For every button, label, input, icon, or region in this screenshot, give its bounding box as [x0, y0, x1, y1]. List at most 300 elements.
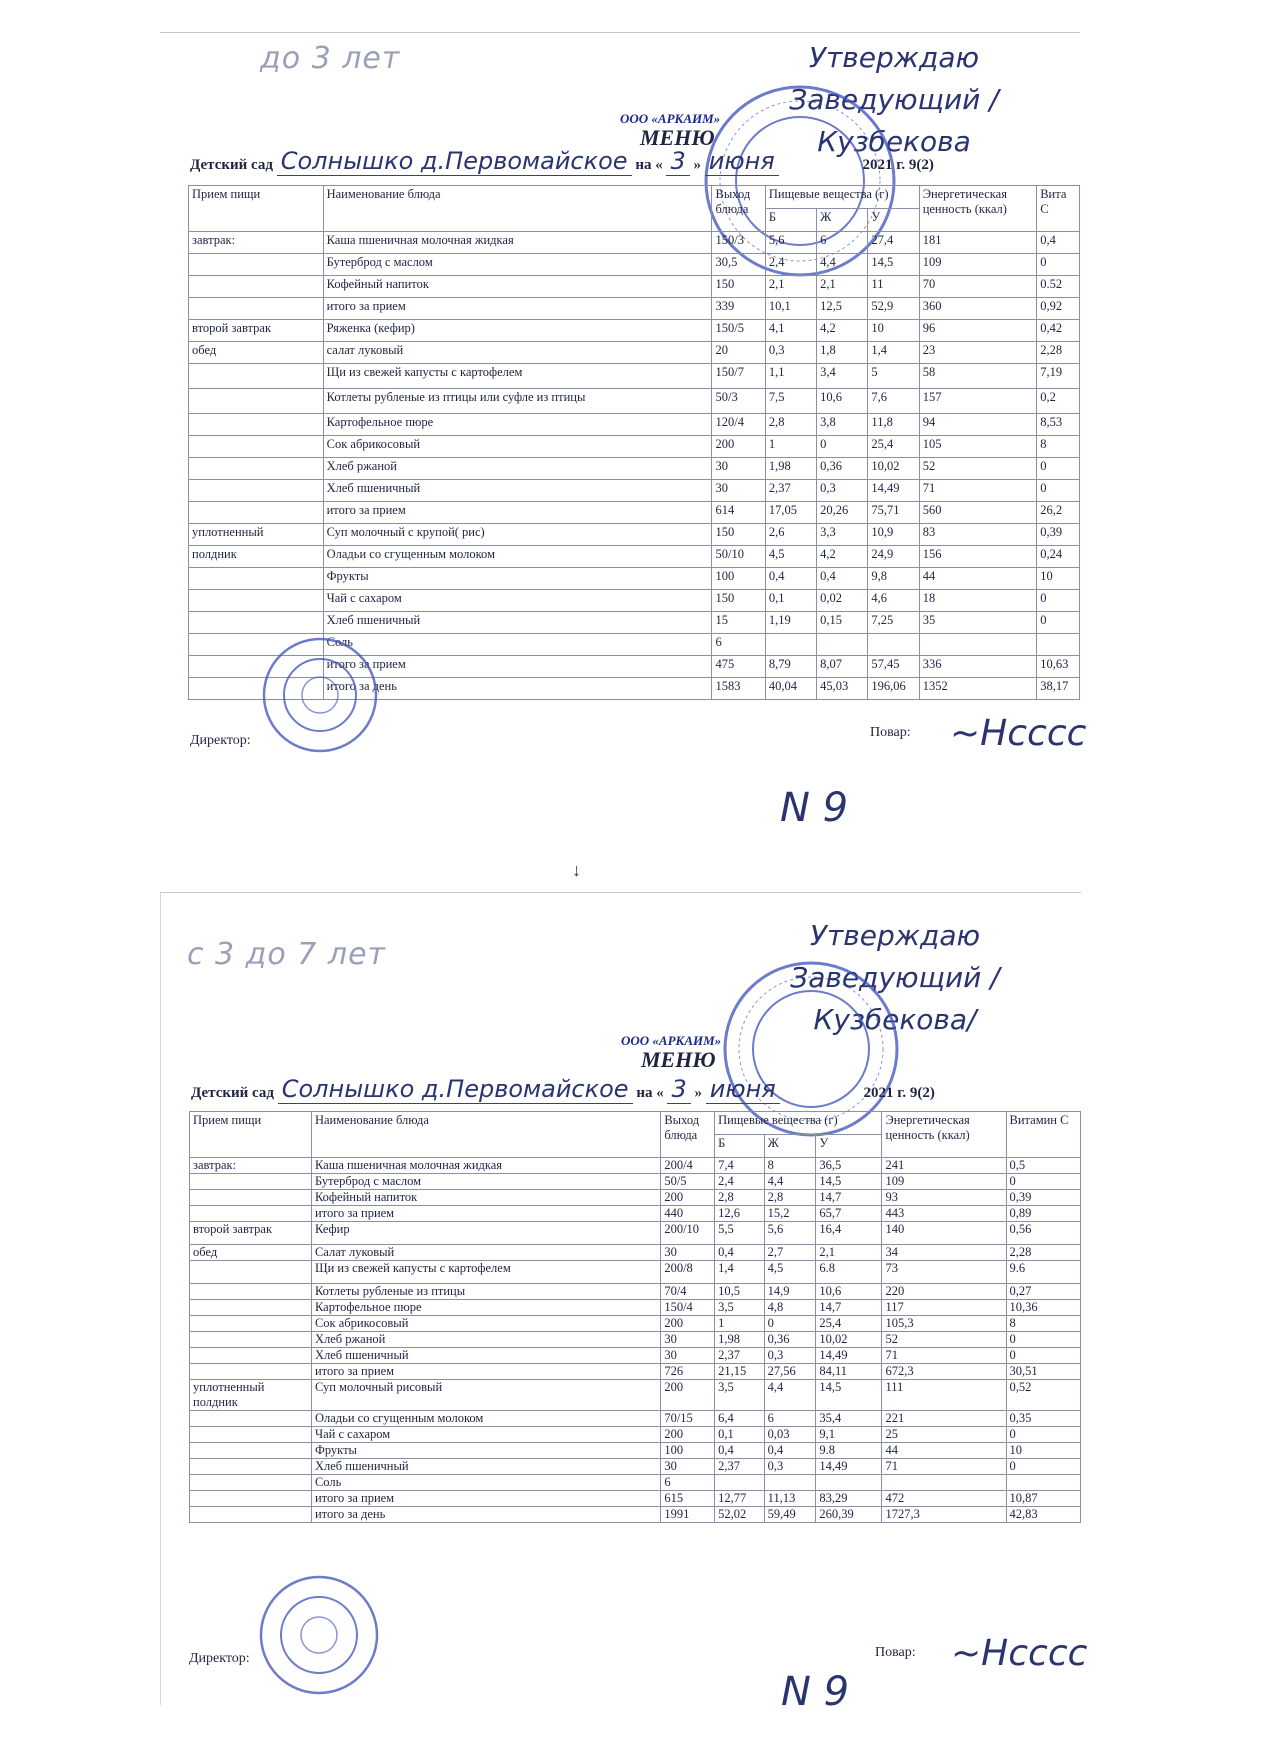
- protein-cell: 40,04: [765, 678, 816, 700]
- vitamin-cell: 0: [1006, 1332, 1080, 1348]
- energy-cell: 472: [882, 1491, 1006, 1507]
- energy-cell: 157: [919, 389, 1037, 414]
- table-row: [189, 364, 1080, 389]
- protein-cell: 0,1: [765, 590, 816, 612]
- fat-cell: 4,4: [817, 254, 868, 276]
- energy-cell: 360: [919, 298, 1037, 320]
- table-row: [190, 1507, 1081, 1523]
- carb-cell: 7,6: [868, 389, 919, 414]
- meal-cell: [189, 414, 324, 436]
- dish-cell: итого за прием: [311, 1364, 660, 1380]
- yield-cell: 150/4: [661, 1300, 715, 1316]
- carb-cell: 260,39: [816, 1507, 882, 1523]
- fat-cell: 4,5: [764, 1261, 816, 1284]
- kg-label: Детский сад: [191, 1085, 274, 1101]
- protein-cell: 3,5: [715, 1300, 765, 1316]
- meal-cell: [189, 458, 324, 480]
- protein-cell: 2,1: [765, 276, 816, 298]
- yield-cell: 339: [712, 298, 765, 320]
- vitamin-cell: 26,2: [1037, 502, 1080, 524]
- protein-cell: 2,8: [715, 1190, 765, 1206]
- menu-table: [188, 185, 1080, 700]
- vitamin-cell: 8: [1006, 1316, 1080, 1332]
- carb-cell: 25,4: [868, 436, 919, 458]
- table-row: [189, 480, 1080, 502]
- fat-cell: 15,2: [764, 1206, 816, 1222]
- protein-cell: 10,1: [765, 298, 816, 320]
- dish-cell: итого за день: [323, 678, 712, 700]
- vitamin-cell: 0,4: [1037, 232, 1080, 254]
- table-row: [189, 342, 1080, 364]
- fat-cell: [764, 1475, 816, 1491]
- yield-cell: 6: [661, 1475, 715, 1491]
- approval-signature: Утверждаю Заведующий /Кузбекова/: [790, 919, 1000, 1036]
- carb-cell: 9.8: [816, 1443, 882, 1459]
- vitamin-cell: 7,19: [1037, 364, 1080, 389]
- yield-cell: 50/3: [712, 389, 765, 414]
- document-number: N 9: [780, 785, 849, 831]
- carb-cell: 10,6: [816, 1284, 882, 1300]
- energy-cell: 1727,3: [882, 1507, 1006, 1523]
- header-yield: Выход блюда: [661, 1112, 715, 1158]
- vitamin-cell: 0: [1037, 458, 1080, 480]
- carb-cell: 4,6: [868, 590, 919, 612]
- protein-cell: 0,1: [715, 1427, 765, 1443]
- fat-cell: 0,4: [817, 568, 868, 590]
- carb-cell: 14,5: [816, 1380, 882, 1411]
- yield-cell: 200/8: [661, 1261, 715, 1284]
- carb-cell: 75,71: [868, 502, 919, 524]
- yield-cell: 100: [712, 568, 765, 590]
- protein-cell: 1,98: [765, 458, 816, 480]
- table-row: [189, 254, 1080, 276]
- protein-cell: 7,4: [715, 1158, 765, 1174]
- dish-cell: Соль: [311, 1475, 660, 1491]
- yield-cell: 726: [661, 1364, 715, 1380]
- protein-cell: 1,1: [765, 364, 816, 389]
- table-row: [190, 1411, 1081, 1427]
- meal-cell: [190, 1316, 312, 1332]
- header-zh: Ж: [764, 1135, 816, 1158]
- vitamin-cell: 0,5: [1006, 1158, 1080, 1174]
- protein-cell: 2,37: [765, 480, 816, 502]
- table-row: [190, 1380, 1081, 1411]
- yield-cell: 20: [712, 342, 765, 364]
- dish-cell: Кофейный напиток: [311, 1190, 660, 1206]
- meal-cell: [190, 1190, 312, 1206]
- carb-cell: 10,02: [868, 458, 919, 480]
- date-label: на «: [635, 157, 663, 173]
- carb-cell: 10,02: [816, 1332, 882, 1348]
- energy-cell: 105: [919, 436, 1037, 458]
- carb-cell: 16,4: [816, 1222, 882, 1245]
- fat-cell: 2,1: [817, 276, 868, 298]
- dish-cell: Картофельное пюре: [323, 414, 712, 436]
- vitamin-cell: 0,42: [1037, 320, 1080, 342]
- yield-cell: 30: [661, 1245, 715, 1261]
- table-row: [189, 276, 1080, 298]
- yield-cell: 200: [661, 1190, 715, 1206]
- meal-cell: [189, 436, 324, 458]
- energy-cell: 96: [919, 320, 1037, 342]
- fat-cell: 14,9: [764, 1284, 816, 1300]
- approval-signature: Утверждаю Заведующий /Кузбекова: [789, 41, 999, 158]
- energy-cell: 105,3: [882, 1316, 1006, 1332]
- table-row: [189, 568, 1080, 590]
- carb-cell: 9,1: [816, 1427, 882, 1443]
- energy-cell: 34: [882, 1245, 1006, 1261]
- fat-cell: [817, 634, 868, 656]
- protein-cell: 4,5: [765, 546, 816, 568]
- fat-cell: 4,4: [764, 1174, 816, 1190]
- dish-cell: Хлеб пшеничный: [311, 1348, 660, 1364]
- dish-cell: Каша пшеничная молочная жидкая: [323, 232, 712, 254]
- vitamin-cell: 0,35: [1006, 1411, 1080, 1427]
- kg-name: Солнышко д.Первомайское: [277, 147, 632, 176]
- vitamin-cell: [1006, 1475, 1080, 1491]
- yield-cell: 200/10: [661, 1222, 715, 1245]
- meal-cell: второй завтрак: [190, 1222, 312, 1245]
- cook-label: Повар:: [875, 1645, 916, 1660]
- table-row: [189, 232, 1080, 254]
- vitamin-cell: 0,39: [1006, 1190, 1080, 1206]
- dish-cell: Котлеты рубленые из птицы или суфле из птицы: [323, 389, 712, 414]
- energy-cell: 220: [882, 1284, 1006, 1300]
- fat-cell: 1,8: [817, 342, 868, 364]
- table-row: [189, 524, 1080, 546]
- yield-cell: 100: [661, 1443, 715, 1459]
- yield-cell: 30: [712, 458, 765, 480]
- header-dish: Наименование блюда: [323, 186, 712, 232]
- header-nutrients: Пищевые вещества (г): [765, 186, 919, 209]
- fat-cell: 27,56: [764, 1364, 816, 1380]
- energy-cell: 117: [882, 1300, 1006, 1316]
- carb-cell: 24,9: [868, 546, 919, 568]
- vitamin-cell: 9.6: [1006, 1261, 1080, 1284]
- protein-cell: 0,4: [715, 1443, 765, 1459]
- meal-cell: обед: [189, 342, 324, 364]
- energy-cell: 336: [919, 656, 1037, 678]
- protein-cell: 0,4: [715, 1245, 765, 1261]
- carb-cell: 6.8: [816, 1261, 882, 1284]
- yield-cell: 200/4: [661, 1158, 715, 1174]
- protein-cell: 12,6: [715, 1206, 765, 1222]
- table-row: [189, 458, 1080, 480]
- table-row: [189, 590, 1080, 612]
- carb-cell: 9,8: [868, 568, 919, 590]
- table-row: [189, 546, 1080, 568]
- protein-cell: 2,8: [765, 414, 816, 436]
- yield-cell: 150/7: [712, 364, 765, 389]
- dish-cell: Бутерброд с маслом: [311, 1174, 660, 1190]
- vitamin-cell: 10,63: [1037, 656, 1080, 678]
- meal-cell: [190, 1475, 312, 1491]
- meal-cell: [190, 1364, 312, 1380]
- meal-cell: полдник: [189, 546, 324, 568]
- carb-cell: 1,4: [868, 342, 919, 364]
- protein-cell: 0,3: [765, 342, 816, 364]
- yield-cell: 614: [712, 502, 765, 524]
- vitamin-cell: 0,52: [1006, 1380, 1080, 1411]
- protein-cell: 1,98: [715, 1332, 765, 1348]
- carb-cell: 83,29: [816, 1491, 882, 1507]
- date-month: июня: [705, 147, 779, 176]
- protein-cell: 7,5: [765, 389, 816, 414]
- dish-cell: Щи из свежей капусты с картофелем: [323, 364, 712, 389]
- cook-signature-icon: ~Hcccc: [950, 713, 1087, 754]
- fat-cell: 0,4: [764, 1443, 816, 1459]
- yield-cell: 150: [712, 276, 765, 298]
- fat-cell: 0,15: [817, 612, 868, 634]
- document-number: N 9: [781, 1669, 850, 1715]
- dish-cell: Суп молочный рисовый: [311, 1380, 660, 1411]
- dish-cell: Ряженка (кефир): [323, 320, 712, 342]
- protein-cell: 1,19: [765, 612, 816, 634]
- protein-cell: 5,5: [715, 1222, 765, 1245]
- protein-cell: 2,37: [715, 1348, 765, 1364]
- meal-cell: второй завтрак: [189, 320, 324, 342]
- energy-cell: 58: [919, 364, 1037, 389]
- energy-cell: 93: [882, 1190, 1006, 1206]
- energy-cell: 443: [882, 1206, 1006, 1222]
- dish-cell: Хлеб ржаной: [323, 458, 712, 480]
- dish-cell: салат луковый: [323, 342, 712, 364]
- energy-cell: 94: [919, 414, 1037, 436]
- dish-cell: Хлеб ржаной: [311, 1332, 660, 1348]
- protein-cell: 17,05: [765, 502, 816, 524]
- carb-cell: 65,7: [816, 1206, 882, 1222]
- fat-cell: 0: [764, 1316, 816, 1332]
- dish-cell: Хлеб пшеничный: [323, 612, 712, 634]
- vitamin-cell: 0: [1037, 612, 1080, 634]
- meal-cell: [190, 1491, 312, 1507]
- yield-cell: 30: [661, 1459, 715, 1475]
- meal-cell: завтрак:: [189, 232, 324, 254]
- fat-cell: 45,03: [817, 678, 868, 700]
- meal-cell: [190, 1261, 312, 1284]
- meal-cell: завтрак:: [190, 1158, 312, 1174]
- menu-table: [189, 1111, 1081, 1523]
- table-row: [190, 1284, 1081, 1300]
- org-name: ООО «АРКАИМ»: [620, 111, 721, 126]
- protein-cell: 1: [765, 436, 816, 458]
- carb-cell: 57,45: [868, 656, 919, 678]
- dish-cell: Чай с сахаром: [323, 590, 712, 612]
- dish-cell: Хлеб пшеничный: [323, 480, 712, 502]
- meal-cell: [190, 1443, 312, 1459]
- meal-cell: [190, 1174, 312, 1190]
- meal-cell: [189, 389, 324, 414]
- energy-cell: 83: [919, 524, 1037, 546]
- meal-cell: [189, 276, 324, 298]
- director-label: Директор:: [189, 1651, 250, 1666]
- protein-cell: 2,6: [765, 524, 816, 546]
- yield-cell: 30: [712, 480, 765, 502]
- vitamin-cell: 0,27: [1006, 1284, 1080, 1300]
- protein-cell: 4,1: [765, 320, 816, 342]
- vitamin-cell: 30,51: [1006, 1364, 1080, 1380]
- table-row: [190, 1427, 1081, 1443]
- dish-cell: Каша пшеничная молочная жидкая: [311, 1158, 660, 1174]
- table-row: [189, 502, 1080, 524]
- dish-cell: итого за прием: [323, 298, 712, 320]
- dish-cell: Сок абрикосовый: [311, 1316, 660, 1332]
- meal-cell: [189, 364, 324, 389]
- carb-cell: 84,11: [816, 1364, 882, 1380]
- carb-cell: [816, 1475, 882, 1491]
- protein-cell: 1,4: [715, 1261, 765, 1284]
- protein-cell: 12,77: [715, 1491, 765, 1507]
- energy-cell: 71: [882, 1348, 1006, 1364]
- dish-cell: Суп молочный с крупой( рис): [323, 524, 712, 546]
- header-vitamin: Витамин С: [1006, 1112, 1080, 1158]
- vitamin-cell: 0,2: [1037, 389, 1080, 414]
- header-b: Б: [715, 1135, 765, 1158]
- vitamin-cell: 42,83: [1006, 1507, 1080, 1523]
- meal-cell: [189, 634, 324, 656]
- date-month: июня: [706, 1075, 780, 1104]
- carb-cell: 7,25: [868, 612, 919, 634]
- vitamin-cell: 0: [1006, 1427, 1080, 1443]
- vitamin-cell: 0,39: [1037, 524, 1080, 546]
- menu-sheet-1: [160, 32, 1087, 831]
- vitamin-cell: 0: [1006, 1174, 1080, 1190]
- table-row: [190, 1364, 1081, 1380]
- energy-cell: 1352: [919, 678, 1037, 700]
- energy-cell: 672,3: [882, 1364, 1006, 1380]
- fat-cell: 0,3: [764, 1348, 816, 1364]
- energy-cell: 71: [919, 480, 1037, 502]
- carb-cell: 52,9: [868, 298, 919, 320]
- fat-cell: 20,26: [817, 502, 868, 524]
- director-label: Директор:: [190, 733, 251, 748]
- meal-cell: [190, 1300, 312, 1316]
- protein-cell: 0,4: [765, 568, 816, 590]
- vitamin-cell: 0,24: [1037, 546, 1080, 568]
- dish-cell: Котлеты рубленые из птицы: [311, 1284, 660, 1300]
- dish-cell: Кофейный напиток: [323, 276, 712, 298]
- energy-cell: 71: [882, 1459, 1006, 1475]
- meal-cell: [189, 678, 324, 700]
- dish-cell: итого за прием: [323, 656, 712, 678]
- energy-cell: 109: [919, 254, 1037, 276]
- fat-cell: 0: [817, 436, 868, 458]
- yield-cell: 70/4: [661, 1284, 715, 1300]
- meal-cell: [189, 568, 324, 590]
- fat-cell: 10,6: [817, 389, 868, 414]
- carb-cell: 25,4: [816, 1316, 882, 1332]
- dish-cell: Салат луковый: [311, 1245, 660, 1261]
- energy-cell: 25: [882, 1427, 1006, 1443]
- protein-cell: 1: [715, 1316, 765, 1332]
- protein-cell: 2,37: [715, 1459, 765, 1475]
- dish-cell: Оладьи со сгущенным молоком: [323, 546, 712, 568]
- dish-cell: Сок абрикосовый: [323, 436, 712, 458]
- vitamin-cell: 0: [1037, 480, 1080, 502]
- fat-cell: 3,8: [817, 414, 868, 436]
- energy-cell: 156: [919, 546, 1037, 568]
- age-note: до 3 лет: [260, 41, 401, 76]
- dish-cell: Фрукты: [323, 568, 712, 590]
- date-year: 2021 г. 9(2): [863, 1085, 935, 1101]
- energy-cell: 52: [882, 1332, 1006, 1348]
- meal-cell: [190, 1411, 312, 1427]
- yield-cell: 200: [661, 1380, 715, 1411]
- dish-cell: итого за прием: [323, 502, 712, 524]
- carb-cell: 196,06: [868, 678, 919, 700]
- protein-cell: 8,79: [765, 656, 816, 678]
- dish-cell: Оладьи со сгущенным молоком: [311, 1411, 660, 1427]
- vitamin-cell: 38,17: [1037, 678, 1080, 700]
- fat-cell: 59,49: [764, 1507, 816, 1523]
- carb-cell: 14,49: [816, 1459, 882, 1475]
- vitamin-cell: 10,87: [1006, 1491, 1080, 1507]
- header-u: У: [816, 1135, 882, 1158]
- kindergarten-line: [190, 147, 934, 175]
- protein-cell: 2,4: [715, 1174, 765, 1190]
- dish-cell: итого за прием: [311, 1206, 660, 1222]
- dish-cell: Картофельное пюре: [311, 1300, 660, 1316]
- yield-cell: 30: [661, 1348, 715, 1364]
- round-seal-icon: [257, 1573, 381, 1697]
- energy-cell: 560: [919, 502, 1037, 524]
- vitamin-cell: 0: [1037, 254, 1080, 276]
- meal-cell: уплотненный полдник: [190, 1380, 312, 1411]
- yield-cell: 70/15: [661, 1411, 715, 1427]
- header-b: Б: [765, 209, 816, 232]
- table-row: [189, 389, 1080, 414]
- header-zh: Ж: [817, 209, 868, 232]
- fat-cell: 0,3: [817, 480, 868, 502]
- table-row: [190, 1475, 1081, 1491]
- protein-cell: 5,6: [765, 232, 816, 254]
- fat-cell: 11,13: [764, 1491, 816, 1507]
- meal-cell: [189, 656, 324, 678]
- dish-cell: Бутерброд с маслом: [323, 254, 712, 276]
- table-row: [189, 678, 1080, 700]
- vitamin-cell: 10,36: [1006, 1300, 1080, 1316]
- meal-cell: [190, 1206, 312, 1222]
- vitamin-cell: 8,53: [1037, 414, 1080, 436]
- vitamin-cell: 10: [1037, 568, 1080, 590]
- yield-cell: 150: [712, 524, 765, 546]
- meal-cell: [190, 1348, 312, 1364]
- carb-cell: 35,4: [816, 1411, 882, 1427]
- protein-cell: 21,15: [715, 1364, 765, 1380]
- fat-cell: 3,4: [817, 364, 868, 389]
- fat-cell: 3,3: [817, 524, 868, 546]
- energy-cell: 111: [882, 1380, 1006, 1411]
- age-note: с 3 до 7 лет: [187, 937, 387, 972]
- yield-cell: 30,5: [712, 254, 765, 276]
- energy-cell: 221: [882, 1411, 1006, 1427]
- meal-cell: [190, 1427, 312, 1443]
- energy-cell: 70: [919, 276, 1037, 298]
- yield-cell: 120/4: [712, 414, 765, 436]
- vitamin-cell: 0: [1006, 1348, 1080, 1364]
- header-vitamin: Вита С: [1037, 186, 1080, 232]
- meal-cell: [189, 590, 324, 612]
- table-row: [189, 612, 1080, 634]
- meal-cell: [189, 298, 324, 320]
- energy-cell: 52: [919, 458, 1037, 480]
- dish-cell: итого за прием: [311, 1491, 660, 1507]
- table-row: [189, 298, 1080, 320]
- fat-cell: 6: [764, 1411, 816, 1427]
- table-row: [190, 1158, 1081, 1174]
- header-energy: Энергетическая ценность (ккал): [882, 1112, 1006, 1158]
- table-row: [190, 1348, 1081, 1364]
